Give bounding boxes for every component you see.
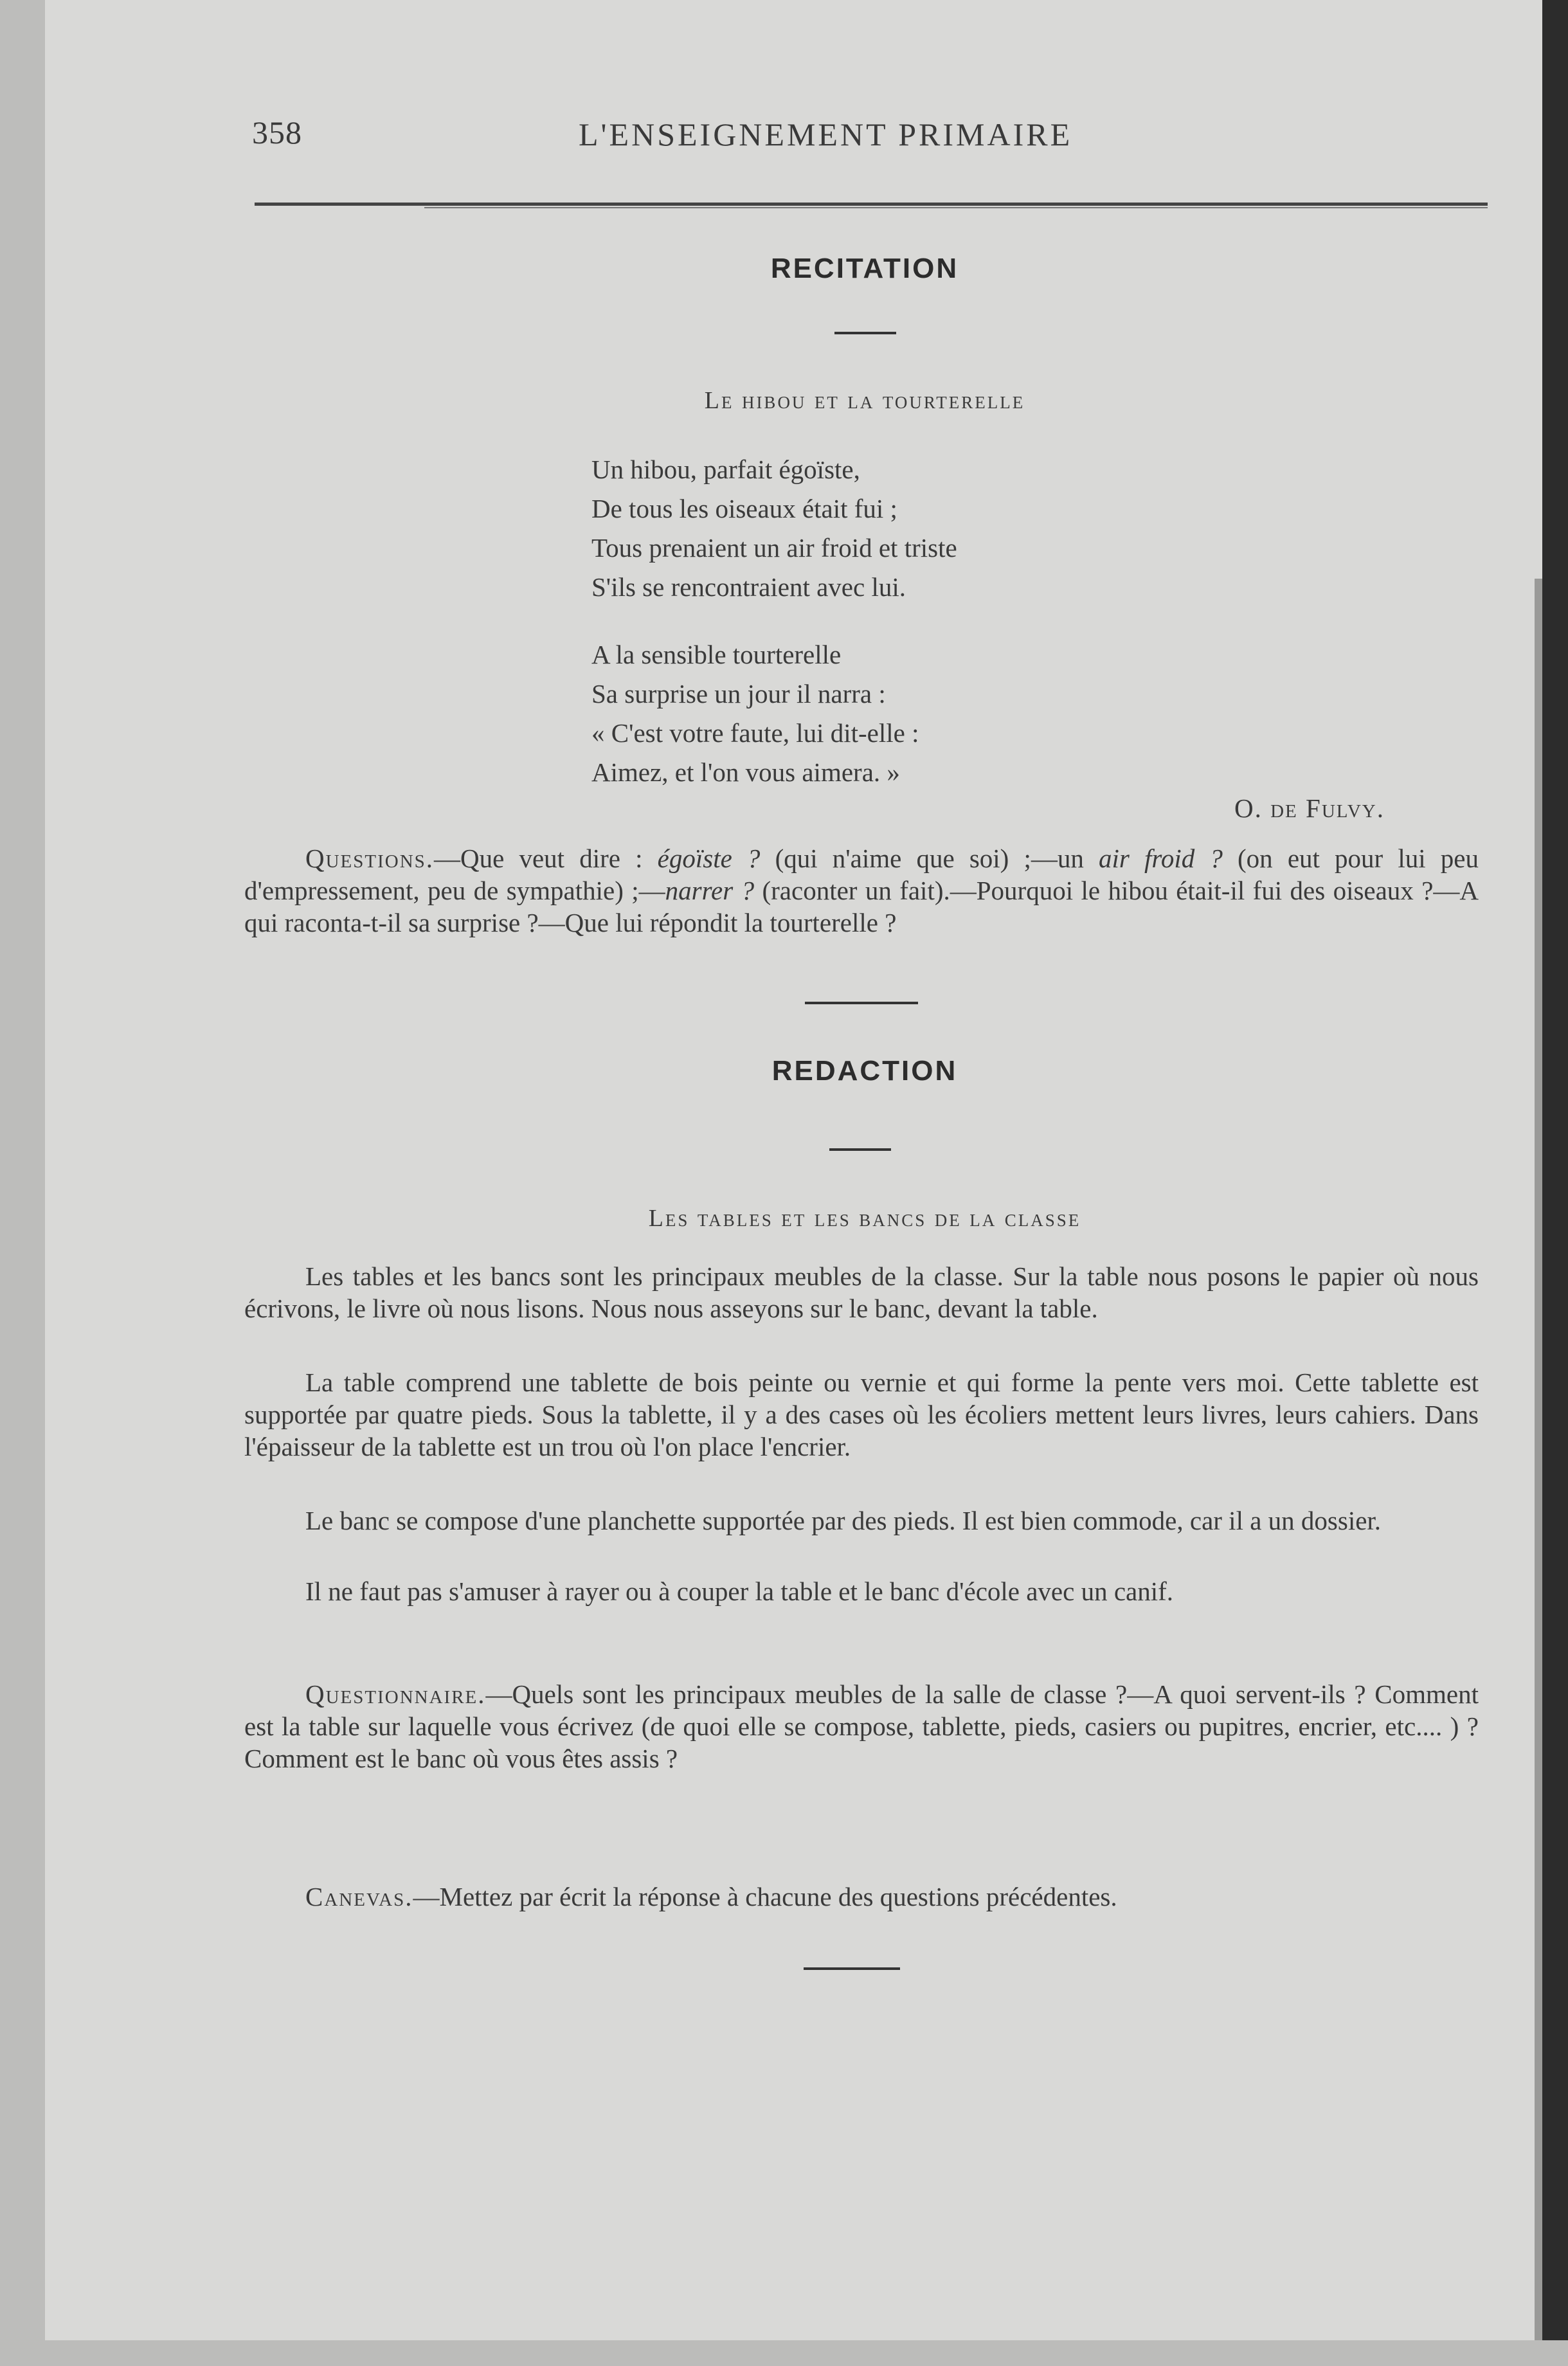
end-divider [804,1967,900,1970]
section-divider [805,1002,918,1004]
essay-paragraph: La table comprend une tablette de bois peinte ou vernie et qui forme la pente vers moi. Cette tablette est supportée par quatre pieds. Sous la tablette, il y a des cases où les écoliers mettent leurs livres, leurs cahiers. Dans l'épaisseur de la tablette est un trou où l'on place l'encrier. [244,1368,1479,1461]
divider [829,1148,891,1151]
essay-paragraph: Le banc se compose d'une planchette supportée par des pieds. Il est bien commode, car il a un dossier. [305,1506,1382,1535]
poem-line: De tous les oiseaux était fui ; [591,494,897,523]
header-rule [255,203,1488,206]
essay-title: Les tables et les bancs de la classe [648,1205,1081,1232]
recitation-questions [244,842,1479,939]
divider [834,332,896,334]
questions-text: (qui n'aime que soi) ;—un [760,844,1099,873]
redaction-heading: REDACTION [771,1055,958,1087]
questions-text: —Que veut dire : [434,844,658,873]
poem-line: Sa surprise un jour il narra : [591,679,886,709]
poem-author: O. de Fulvy. [1234,793,1385,823]
questions-term: égoïste ? [657,844,761,873]
running-title: L'ENSEIGNEMENT PRIMAIRE [579,116,1073,152]
poem-stanza-1 [591,450,957,607]
poem-line: « C'est votre faute, lui dit-elle : [591,718,919,748]
page-edge-bottom [0,2340,1568,2366]
questions-text: (on eut pour lui peu d'empressement, peu de sympathie) ;— [244,844,1479,905]
questions-term: narrer ? [665,876,755,905]
essay-paragraph: Les tables et les bancs sont les principaux meubles de la classe. Sur la table nous posons le papier où nous écrivons, le livre où nous lisons. Nous nous asseyons sur le banc, devant la table. [244,1261,1479,1323]
questions-label: Questions. [305,844,435,873]
poem-line: Tous prenaient un air froid et triste [591,533,957,563]
poem-line: A la sensible tourterelle [591,640,842,669]
page-edge-right [1542,0,1568,2366]
questionnaire-label: Questionnaire. [305,1679,486,1709]
book-page [244,96,1485,1911]
poem-line: Aimez, et l'on vous aimera. » [591,757,900,787]
questionnaire [244,1678,1479,1774]
poem-line: Un hibou, parfait égoïste, [591,455,860,484]
poem-stanza-2 [591,635,919,792]
header-rule-thin [424,207,1488,208]
recitation-heading: RECITATION [770,253,959,284]
questionnaire-text: —Quels sont les principaux meubles de la salle de classe ?—A quoi servent-ils ? Comment est la table sur laquelle vous écrivez (de quoi elle se compose, tablette, pieds, casiers ou pupitres, encrier, etc.... ) ? Comment est le banc où vous êtes assis ? [244,1679,1479,1773]
questions-text: (raconter un fait).—Pourquoi le hibou était-il fui des oiseaux ?—A qui raconta-t-il sa surprise ?—Que lui répondit la tourterelle ? [244,876,1479,937]
canevas-label: Canevas. [305,1882,413,1911]
poem-line: S'ils se rencontraient avec lui. [591,572,906,602]
page-edge-left [0,0,45,2366]
poem-title: Le hibou et la tourterelle [704,387,1025,414]
page-number: 358 [252,114,302,150]
canevas [244,1881,1479,1913]
canevas-text: —Mettez par écrit la réponse à chacune des questions précédentes. [413,1882,1117,1911]
page-edge-shadow [1535,579,1542,2366]
essay-paragraph: Il ne faut pas s'amuser à rayer ou à couper la table et le banc d'école avec un canif. [305,1576,1174,1606]
running-head [244,96,1485,154]
questions-term: air froid ? [1099,844,1223,873]
